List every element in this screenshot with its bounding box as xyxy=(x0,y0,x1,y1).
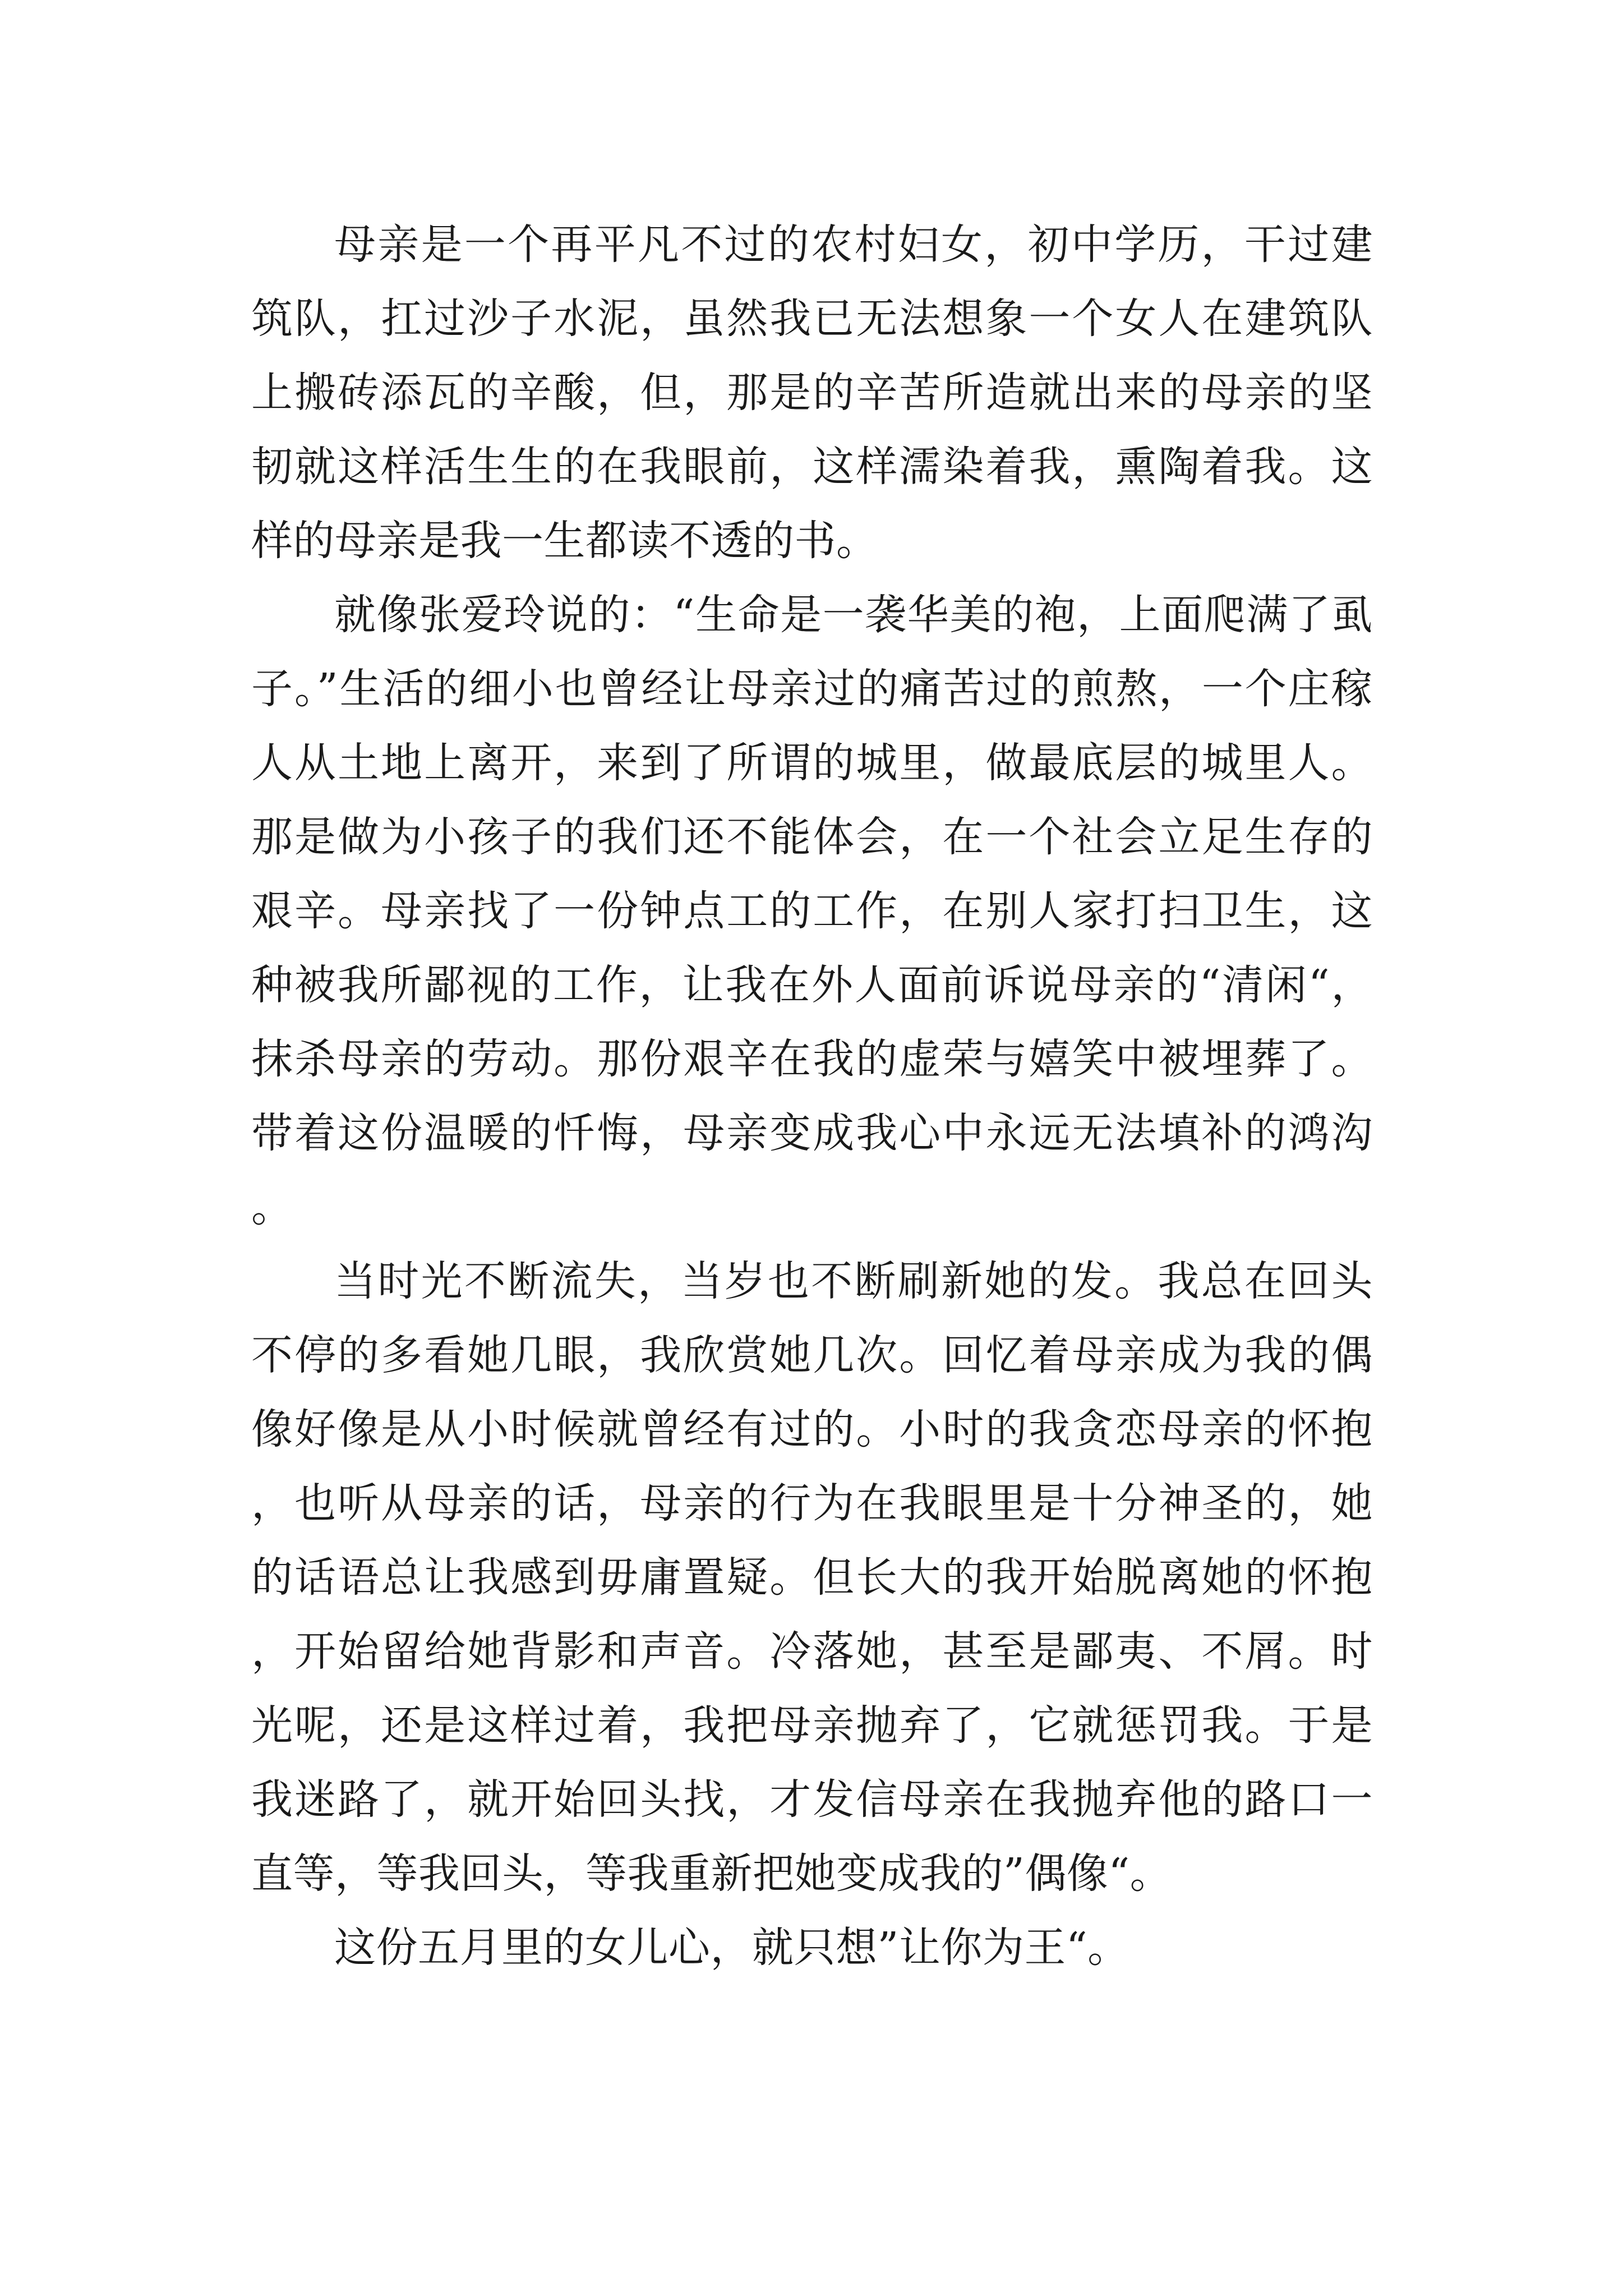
document-body xyxy=(251,208,1373,1985)
paragraph-2: 就像张爱玲说的：“生命是一袭华美的袍，上面爬满了虱子。”生活的细小也曾经让母亲过的痛苦过的煎熬，一个庄稼人从土地上离开，来到了所谓的城里，做最底层的城里人。那是做为小孩子的我们还不能体会，在一个社会立足生存的艰辛。母亲找了一份钟点工的工作，在别人家打扫卫生，这种被我所鄙视的工作，让我在外人面前诉说母亲的“清闲“，抹杀母亲的劳动。那份艰辛在我的虚荣与嬉笑中被埋葬了。带着这份温暖的忏悔，母亲变成我心中永远无法填补的鸿沟。 xyxy=(251,591,1373,1231)
paragraph-1: 母亲是一个再平凡不过的农村妇女，初中学历，干过建筑队，扛过沙子水泥，虽然我已无法想象一个女人在建筑队上搬砖添瓦的辛酸，但，那是的辛苦所造就出来的母亲的坚韧就这样活生生的在我眼前，这样濡染着我，熏陶着我。这样的母亲是我一生都读不透的书。 xyxy=(251,220,1373,565)
paragraph-3: 当时光不断流失，当岁也不断刷新她的发。我总在回头不停的多看她几眼，我欣赏她几次。回忆着母亲成为我的偶像好像是从小时候就曾经有过的。小时的我贪恋母亲的怀抱，也听从母亲的话，母亲的行为在我眼里是十分神圣的，她的话语总让我感到毋庸置疑。但长大的我开始脱离她的怀抱，开始留给她背影和声音。冷落她，甚至是鄙夷、不屑。时光呢，还是这样过着，我把母亲抛弃了，它就惩罚我。于是我迷路了，就开始回头找，才发信母亲在我抛弃他的路口一直等，等我回头，等我重新把她变成我的”偶像“。 xyxy=(251,1257,1373,1898)
paragraph-4: 这份五月里的女儿心，就只想”让你为王“。 xyxy=(334,1924,1129,1972)
